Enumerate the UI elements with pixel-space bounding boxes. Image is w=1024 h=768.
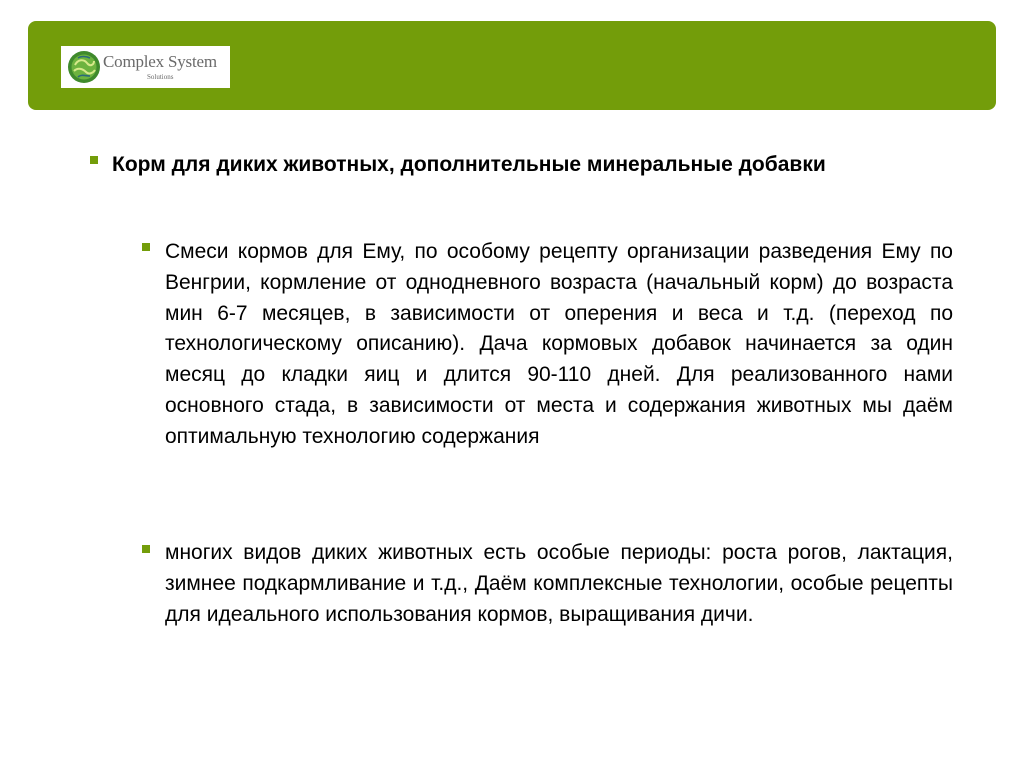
logo-subtitle: Solutions <box>147 73 174 81</box>
logo-name: Complex System <box>103 52 217 71</box>
logo-emblem-icon <box>66 49 102 85</box>
bullet-square-icon <box>142 545 150 553</box>
sub-bullet-text: многих видов диких животных есть особые периоды: роста рогов, лактация, зимнее подкармливание и т.д., Даём комплексные технологии, особые рецепты для идеального использования кормов, выращивания дичи. <box>165 541 953 626</box>
header-bar <box>28 21 996 110</box>
bullet-square-icon <box>142 243 150 251</box>
logo <box>61 46 230 88</box>
sub-bullet-text: Смеси кормов для Ему, по особому рецепту организации разведения Ему по Венгрии, кормление от однодневного возраста (начальный корм) до возраста мин 6-7 месяцев, в зависимости от оперения и веса и т.д. (переход по технологическому описанию). Дача кормовых добавок начинается за один месяц до кладки яиц и длится 90-110 дней. Для реализованного нами основного стада, в зависимости от места и содержания животных мы даём оптимальную технологию содержания <box>165 240 953 448</box>
bullet-square-icon <box>90 156 98 164</box>
main-bullet-text: Корм для диких животных, дополнительные минеральные добавки <box>112 153 826 176</box>
